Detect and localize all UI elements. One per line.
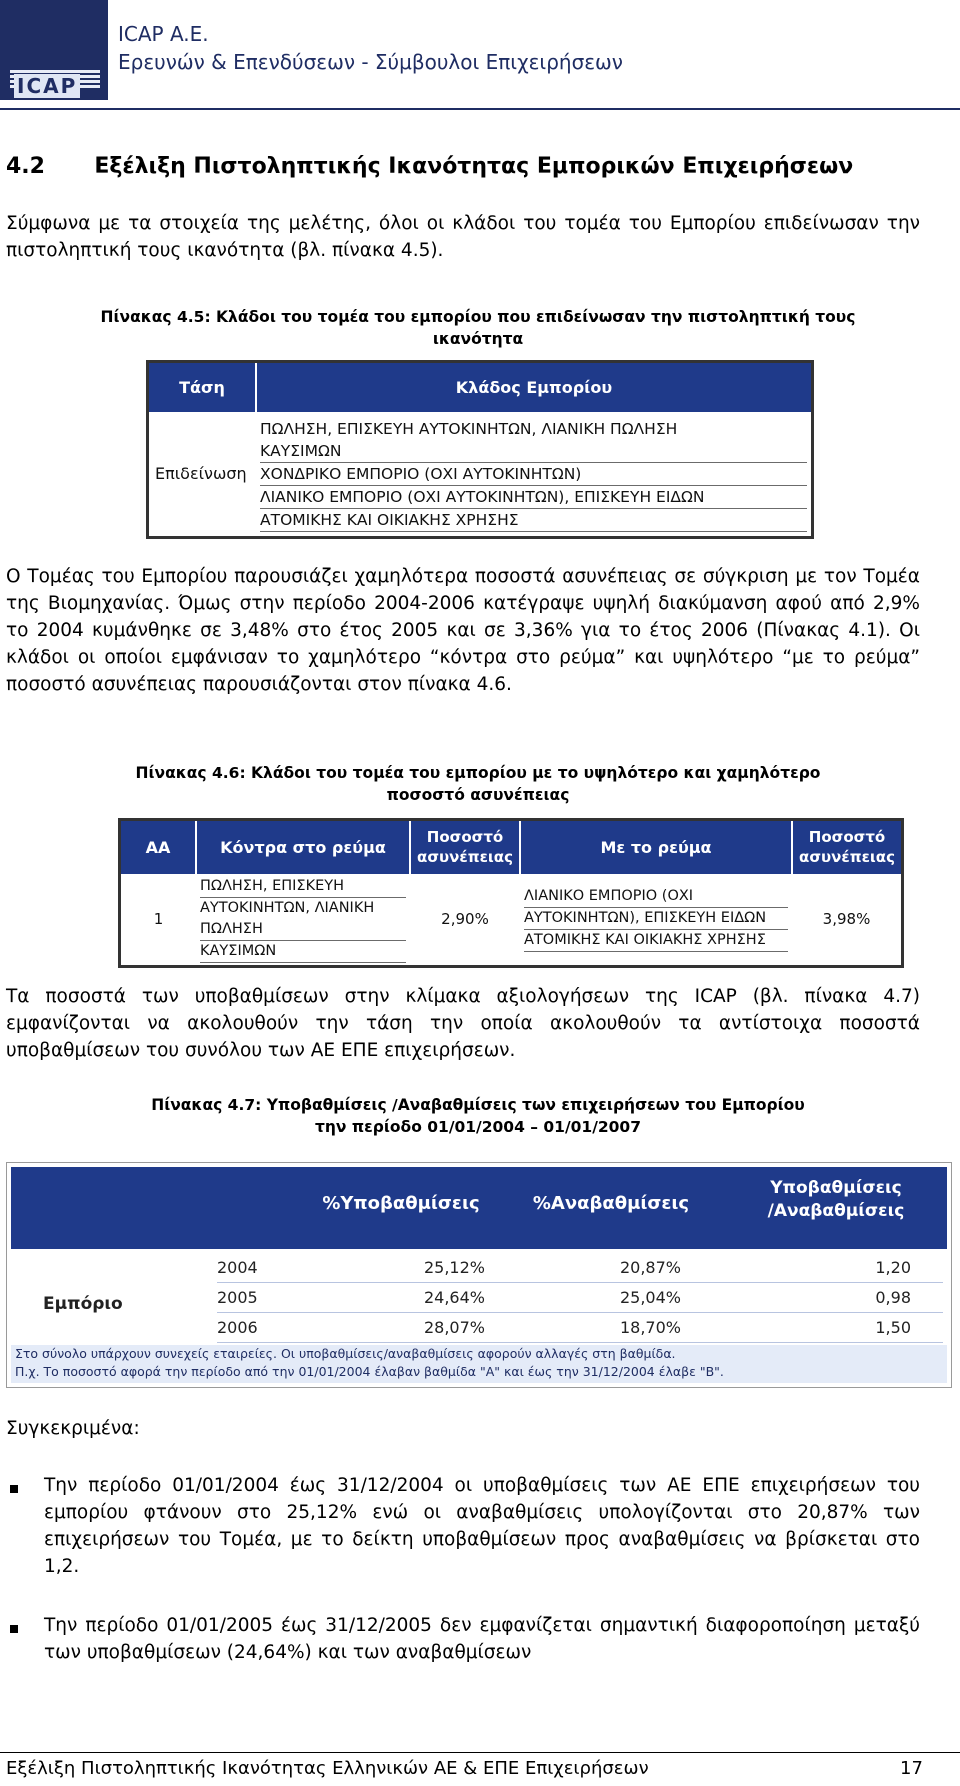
header-text: Ποσοστό	[426, 828, 504, 847]
branch-row	[260, 463, 807, 486]
pct-1-cell: 2,90%	[441, 910, 489, 928]
table-4-7-header	[11, 1167, 947, 1249]
caption-line: Πίνακας 4.7: Υποβαθμίσεις /Αναβαθμίσεις των επιχειρήσεων του Εμπορίου	[151, 1096, 805, 1114]
ratio-cell: 1,50	[875, 1318, 911, 1337]
year-cell: 2004	[217, 1258, 258, 1277]
down-cell: 28,07%	[423, 1318, 485, 1337]
cell-text: ΚΑΥΣΙΜΩΝ	[200, 941, 406, 963]
col-header-aa: ΑΑ	[120, 820, 197, 874]
branch-list	[256, 412, 813, 538]
header-text: /Αναβαθμίσεις	[767, 1201, 905, 1221]
down-cell: 24,64%	[423, 1288, 485, 1307]
trend-cell: Επιδείνωση	[155, 464, 247, 483]
section-heading	[6, 154, 853, 179]
col-header-branch: Κλάδος Εμπορίου	[256, 362, 813, 412]
paragraph-2: Ο Τομέας του Εμπορίου παρουσιάζει χαμηλότερα ποσοστά ασυνέπειας σε σύγκριση με τον Τομέα της Βιομηχανίας. Όμως στην περίοδο 2004-2006 κατέγραψε υψηλή διακύμανση αφού από 2,9% το 2004 κυμάνθηκε σε 3,48% στο έτος 2005 και σε 3,36% για το έτος 2006 (Πίνακας 4.1). Οι κλάδοι οι οποίοι εμφάνισαν το χαμηλότερο “κόντρα στο ρεύμα” και υψηλότερο “με το ρεύμα” ποσοστό ασυνέπειας παρουσιάζονται στον πίνακα 4.6.	[6, 566, 920, 695]
branch-row	[260, 486, 807, 532]
caption-line: Πίνακας 4.5: Κλάδοι του τομέα του εμπορίου που επιδείνωσαν την πιστοληπτική τους	[100, 308, 856, 326]
pct-2-cell: 3,98%	[822, 910, 871, 928]
table-row	[217, 1283, 943, 1313]
header-text: Ποσοστό	[808, 828, 886, 847]
bullet-item-2: Την περίοδο 01/01/2005 έως 31/12/2005 δεν εμφανίζεται σημαντική διαφοροποίηση μεταξύ των υποβαθμίσεων (24,64%) και των αναβαθμίσεων	[44, 1615, 920, 1663]
header-text: ασυνέπειας	[799, 848, 895, 867]
col-header-down: %Υποβαθμίσεις	[322, 1193, 480, 1214]
bullet-icon	[10, 1625, 18, 1633]
bullet-item-1: Την περίοδο 01/01/2004 έως 31/12/2004 οι υποβαθμίσεις των ΑΕ ΕΠΕ επιχειρήσεων του εμπορίου φτάνουν στο 25,12% ενώ οι αναβαθμίσεις υπολογίζονται στο 20,87% των επιχειρήσεων του Τομέα, με το δείκτη υποβαθμίσεων προς αναβαθμίσεις να βρίσκεται στο 1,2.	[44, 1475, 920, 1577]
cell-text: ΑΤΟΜΙΚΗΣ ΚΑΙ ΟΙΚΙΑΚΗΣ ΧΡΗΣΗΣ	[524, 930, 788, 952]
ratio-cell: 0,98	[875, 1288, 911, 1307]
table-4-7-caption	[6, 1094, 950, 1138]
table-row	[217, 1313, 943, 1343]
table-4-7-rows	[217, 1253, 943, 1343]
up-cell: 25,04%	[619, 1288, 681, 1307]
footer-rule	[0, 1752, 960, 1753]
up-cell: 18,70%	[619, 1318, 681, 1337]
note-text: Π.χ. Το ποσοστό αφορά την περίοδο από την 01/01/2004 έλαβαν βαθμίδα "Α" και έως την 31/12/2004 έλαβε "Β".	[15, 1364, 724, 1379]
cell-text: ΛΙΑΝΙΚΟ ΕΜΠΟΡΙΟ (ΟΧΙ	[524, 886, 788, 908]
paragraph-1: Σύμφωνα με τα στοιχεία της μελέτης, όλοι οι κλάδοι του τομέα του Εμπορίου επιδείνωσαν την πιστοληπτική τους ικανότητα (βλ. πίνακα 4.5).	[6, 213, 920, 261]
col-header-ratio	[731, 1177, 941, 1223]
footer-title: Εξέλιξη Πιστοληπτικής Ικανότητας Ελληνικών ΑΕ & ΕΠΕ Επιχειρήσεων	[6, 1758, 649, 1779]
col-header-trend: Τάση	[148, 362, 257, 412]
ratio-cell: 1,20	[875, 1258, 911, 1277]
branch-row	[260, 418, 807, 463]
aa-cell: 1	[153, 910, 164, 928]
cell-text: ΑΥΤΟΚΙΝΗΤΩΝ), ΕΠΙΣΚΕΥΗ ΕΙΔΩΝ	[524, 908, 788, 930]
paragraph-3: Τα ποσοστά των υποβαθμίσεων στην κλίμακα αξιολογήσεων της ICAP (βλ. πίνακα 4.7) εμφανίζονται να ακολουθούν την τάση την οποία ακολουθούν τα αντίστοιχα ποσοστά υποβαθμίσεων του συνόλου των ΑΕ ΕΠΕ επιχειρήσεων.	[6, 986, 920, 1061]
col-header-against: Κόντρα στο ρεύμα	[196, 820, 410, 874]
note-text: Στο σύνολο υπάρχουν συνεχείς εταιρείες. Οι υποβαθμίσεις/αναβαθμίσεις αφορούν αλλαγές στη βαθμίδα.	[15, 1346, 676, 1361]
table-row	[217, 1253, 943, 1283]
branch-text: ΠΩΛΗΣΗ, ΕΠΙΣΚΕΥΗ ΑΥΤΟΚΙΝΗΤΩΝ, ΛΙΑΝΙΚΗ ΠΩΛΗΣΗ	[260, 419, 678, 438]
branch-text: ΧΟΝΔΡΙΚΟ ΕΜΠΟΡΙΟ (ΟΧΙ ΑΥΤΟΚΙΝΗΤΩΝ)	[260, 464, 582, 483]
cell-text: ΑΥΤΟΚΙΝΗΤΩΝ, ΛΙΑΝΙΚΗ ΠΩΛΗΣΗ	[200, 898, 406, 941]
table-4-5-caption	[6, 306, 950, 350]
caption-line: Πίνακας 4.6: Κλάδοι του τομέα του εμπορίου με το υψηλότερο και χαμηλότερο	[135, 764, 821, 782]
header-text: ασυνέπειας	[417, 848, 513, 867]
row-label: Εμπόριο	[43, 1294, 123, 1314]
table-4-7	[6, 1162, 952, 1388]
col-header-with: Με το ρεύμα	[520, 820, 792, 874]
company-name: ICAP A.E.	[118, 22, 209, 46]
table-4-5	[146, 360, 814, 539]
branch-text: ΑΤΟΜΙΚΗΣ ΚΑΙ ΟΙΚΙΑΚΗΣ ΧΡΗΣΗΣ	[260, 509, 807, 532]
logo-text: ICAP	[14, 74, 80, 98]
table-4-6-caption	[6, 762, 950, 806]
section-number: 4.2	[6, 154, 45, 179]
table-4-7-note	[11, 1345, 947, 1383]
icap-logo	[0, 0, 108, 100]
specifically-label: Συγκεκριμένα:	[6, 1418, 140, 1439]
section-title: Εξέλιξη Πιστοληπτικής Ικανότητας Εμπορικών Επιχειρήσεων	[94, 154, 854, 179]
company-subtitle: Ερευνών & Επενδύσεων - Σύμβουλοι Επιχειρήσεων	[118, 50, 623, 74]
branch-text: ΛΙΑΝΙΚΟ ΕΜΠΟΡΙΟ (ΟΧΙ ΑΥΤΟΚΙΝΗΤΩΝ), ΕΠΙΣΚΕΥΗ ΕΙΔΩΝ	[260, 486, 807, 509]
caption-line: ικανότητα	[432, 330, 524, 348]
branch-text: ΚΑΥΣΙΜΩΝ	[260, 441, 342, 460]
page-number: 17	[900, 1758, 923, 1779]
caption-line: την περίοδο 01/01/2004 – 01/01/2007	[315, 1118, 641, 1136]
against-cell	[196, 874, 410, 967]
down-cell: 25,12%	[423, 1258, 485, 1277]
col-header-up: %Αναβαθμίσεις	[532, 1193, 690, 1214]
year-cell: 2005	[217, 1288, 258, 1307]
col-header-pct-1	[410, 820, 520, 874]
caption-line: ποσοστό ασυνέπειας	[386, 786, 570, 804]
up-cell: 20,87%	[619, 1258, 681, 1277]
header-rule	[0, 108, 960, 110]
header-text: Υποβαθμίσεις	[770, 1178, 902, 1198]
col-header-pct-2	[792, 820, 903, 874]
with-cell	[520, 874, 792, 967]
year-cell: 2006	[217, 1318, 258, 1337]
table-4-6	[118, 818, 904, 968]
cell-text: ΠΩΛΗΣΗ, ΕΠΙΣΚΕΥΗ	[200, 876, 406, 898]
bullet-icon	[10, 1485, 18, 1493]
